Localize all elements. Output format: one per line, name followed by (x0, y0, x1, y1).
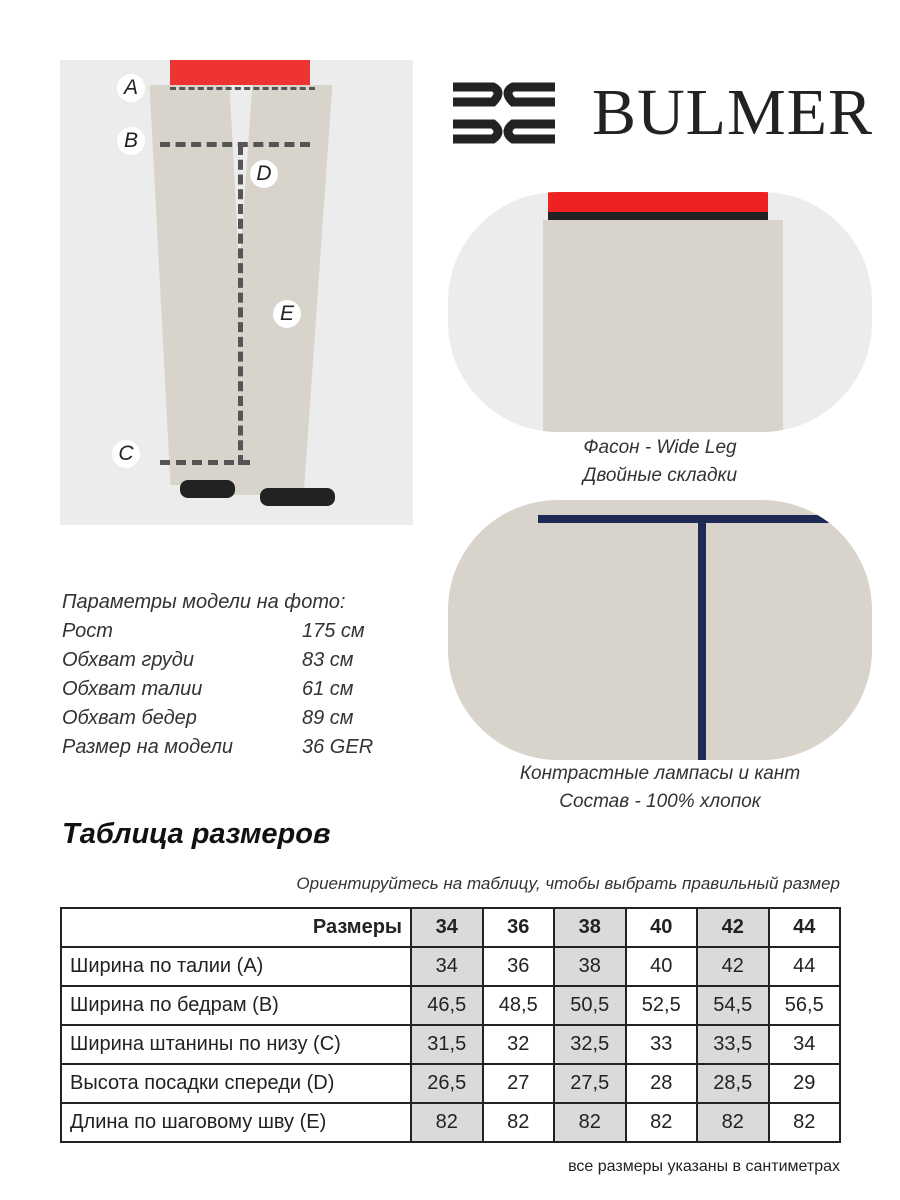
footnote: все размеры указаны в сантиметрах (568, 1158, 840, 1175)
size-value: 38 (554, 947, 626, 986)
size-value: 31,5 (411, 1025, 483, 1064)
table-row (61, 1064, 840, 1103)
size-value: 48,5 (483, 986, 555, 1025)
size-value: 44 (769, 947, 841, 986)
row-label: Высота посадки спереди (D) (61, 1064, 411, 1103)
size-value: 82 (554, 1103, 626, 1142)
header-label: Размеры (61, 908, 411, 947)
label-c: C (112, 440, 140, 468)
size-value: 34 (769, 1025, 841, 1064)
param-value: 89 см (302, 707, 354, 729)
table-row (61, 947, 840, 986)
label-d: D (250, 160, 278, 188)
size-header: 42 (697, 908, 769, 947)
size-value: 52,5 (626, 986, 698, 1025)
size-value: 28 (626, 1064, 698, 1103)
param-value: 36 GER (302, 736, 374, 758)
caption-style: Фасон - Wide Leg (583, 437, 737, 458)
row-label: Ширина штанины по низу (C) (61, 1025, 411, 1064)
model-photo (60, 60, 413, 525)
detail-photo-top (448, 192, 872, 432)
size-value: 82 (769, 1103, 841, 1142)
brand-name: BULMER (592, 76, 874, 149)
param-label: Обхват груди (62, 649, 194, 671)
caption-stripes: Контрастные лампасы и кант (519, 763, 801, 784)
size-value: 36 (483, 947, 555, 986)
label-a: A (117, 74, 145, 102)
size-value: 27,5 (554, 1064, 626, 1103)
size-value: 29 (769, 1064, 841, 1103)
model-params (62, 588, 373, 762)
size-header: 44 (769, 908, 841, 947)
size-table-title: Таблица размеров (62, 818, 331, 850)
size-value: 82 (483, 1103, 555, 1142)
logo-mark-icon (448, 77, 560, 149)
size-value: 46,5 (411, 986, 483, 1025)
size-value: 27 (483, 1064, 555, 1103)
row-label: Ширина по талии (A) (61, 947, 411, 986)
size-value: 82 (411, 1103, 483, 1142)
caption-pleats: Двойные складки (582, 465, 738, 486)
size-value: 28,5 (697, 1064, 769, 1103)
size-value: 42 (697, 947, 769, 986)
param-value: 61 см (302, 678, 354, 700)
size-value: 26,5 (411, 1064, 483, 1103)
table-row (61, 1103, 840, 1142)
size-header: 38 (554, 908, 626, 947)
size-value: 50,5 (554, 986, 626, 1025)
param-value: 175 см (302, 620, 365, 642)
size-value: 33,5 (697, 1025, 769, 1064)
table-header-row (61, 908, 840, 947)
size-value: 56,5 (769, 986, 841, 1025)
size-value: 34 (411, 947, 483, 986)
caption-composition: Состав - 100% хлопок (559, 791, 761, 812)
size-value: 82 (697, 1103, 769, 1142)
table-row (61, 986, 840, 1025)
row-label: Длина по шаговому шву (E) (61, 1103, 411, 1142)
size-value: 40 (626, 947, 698, 986)
table-row (61, 1025, 840, 1064)
size-value: 54,5 (697, 986, 769, 1025)
param-value: 83 см (302, 649, 354, 671)
size-value: 32 (483, 1025, 555, 1064)
brand-logo (448, 75, 873, 151)
size-header: 40 (626, 908, 698, 947)
size-value: 82 (626, 1103, 698, 1142)
row-label: Ширина по бедрам (B) (61, 986, 411, 1025)
size-table-subtitle: Ориентируйтесь на таблицу, чтобы выбрать правильный размер (296, 874, 840, 893)
param-label: Рост (62, 620, 113, 642)
size-header: 36 (483, 908, 555, 947)
label-b: B (117, 127, 145, 155)
detail-photo-bottom (448, 500, 872, 760)
size-table (60, 907, 841, 1143)
size-header: 34 (411, 908, 483, 947)
size-value: 33 (626, 1025, 698, 1064)
param-label: Обхват бедер (62, 707, 197, 729)
size-value: 32,5 (554, 1025, 626, 1064)
params-title: Параметры модели на фото: (62, 591, 346, 613)
param-label: Размер на модели (62, 736, 234, 758)
param-label: Обхват талии (62, 678, 203, 700)
label-e: E (273, 300, 301, 328)
